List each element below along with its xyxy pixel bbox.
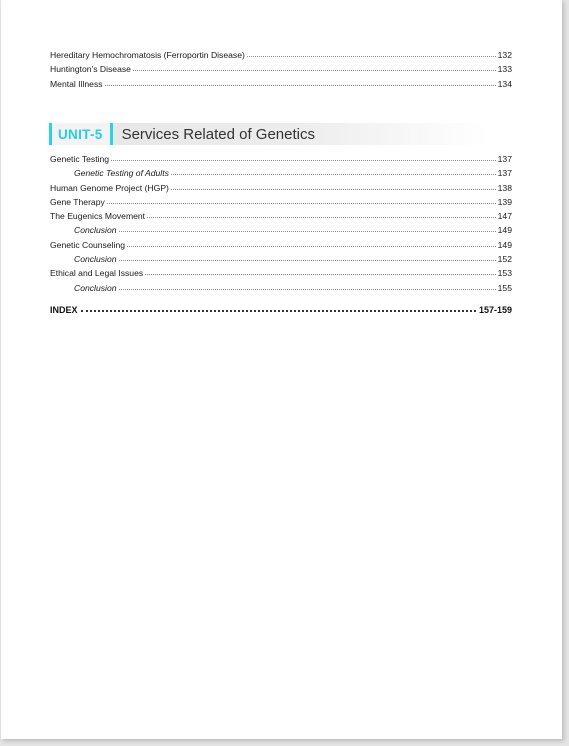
toc-entry-page: 132 — [497, 50, 512, 60]
unit-heading — [49, 123, 489, 145]
toc-entry-label: The Eugenics Movement — [50, 211, 146, 222]
dot-leader — [81, 309, 476, 312]
toc-entry — [50, 240, 512, 254]
toc-entry-page: 137 — [497, 154, 512, 164]
toc-entry — [50, 50, 512, 64]
document-page — [1, 0, 562, 739]
unit-badge: UNIT-5 — [49, 123, 113, 145]
dot-leader — [171, 173, 496, 175]
toc-entry-page: 149 — [497, 239, 512, 250]
toc-entry-page: 153 — [497, 268, 512, 279]
dot-leader — [119, 288, 496, 290]
dot-leader — [145, 273, 495, 275]
dot-leader — [247, 55, 496, 57]
toc-subentry — [50, 283, 512, 297]
dot-leader — [111, 159, 496, 161]
toc-entry-page: 137 — [497, 168, 512, 179]
toc-list-unit-5 — [50, 154, 512, 297]
toc-entry-page: 139 — [497, 196, 512, 207]
toc-subentry — [50, 168, 512, 182]
dot-leader — [133, 69, 496, 71]
index-entry — [50, 305, 512, 315]
toc-entry — [50, 211, 512, 225]
toc-entry-label: Genetic Counseling — [50, 239, 126, 250]
toc-entry-label: Mental Illness — [50, 78, 103, 89]
toc-entry-page: 134 — [497, 78, 512, 89]
toc-entry — [50, 64, 512, 78]
toc-entry — [50, 197, 512, 211]
dot-leader — [171, 188, 496, 190]
unit-title: Services Related of Genetics — [121, 125, 315, 143]
toc-subentry — [50, 254, 512, 268]
toc-entry-page: 152 — [497, 254, 512, 265]
dot-leader — [127, 245, 496, 247]
toc-list-unit-4-tail — [50, 50, 512, 93]
toc-entry-label: Human Genome Project (HGP) — [50, 182, 169, 193]
toc-entry-page: 155 — [497, 282, 512, 293]
dot-leader — [119, 230, 496, 232]
index-label: INDEX — [50, 305, 78, 315]
dot-leader — [107, 202, 496, 204]
index-pages: 157-159 — [478, 305, 512, 315]
toc-entry-label: Hereditary Hemochromatosis (Ferroportin Disease) — [50, 50, 245, 60]
toc-entry-page: 149 — [497, 225, 512, 236]
toc-entry-label: Huntington's Disease — [50, 64, 131, 75]
toc-entry — [50, 154, 512, 168]
dot-leader — [147, 216, 496, 218]
toc-entry — [50, 79, 512, 93]
toc-entry-label: Gene Therapy — [50, 196, 105, 207]
toc-entry-page: 133 — [497, 64, 512, 75]
toc-entry-page: 138 — [497, 182, 512, 193]
toc-entry-label: Genetic Testing of Adults — [74, 168, 169, 179]
toc-entry-label: Conclusion — [74, 254, 117, 265]
toc-entry-label: Conclusion — [74, 282, 117, 293]
dot-leader — [119, 259, 496, 261]
toc-entry-label: Conclusion — [74, 225, 117, 236]
toc-entry-label: Ethical and Legal Issues — [50, 268, 144, 279]
toc-entry-label: Genetic Testing — [50, 154, 110, 164]
toc-entry — [50, 268, 512, 282]
dot-leader — [105, 84, 496, 86]
toc-entry — [50, 183, 512, 197]
toc-entry-page: 147 — [497, 211, 512, 222]
toc-subentry — [50, 225, 512, 239]
